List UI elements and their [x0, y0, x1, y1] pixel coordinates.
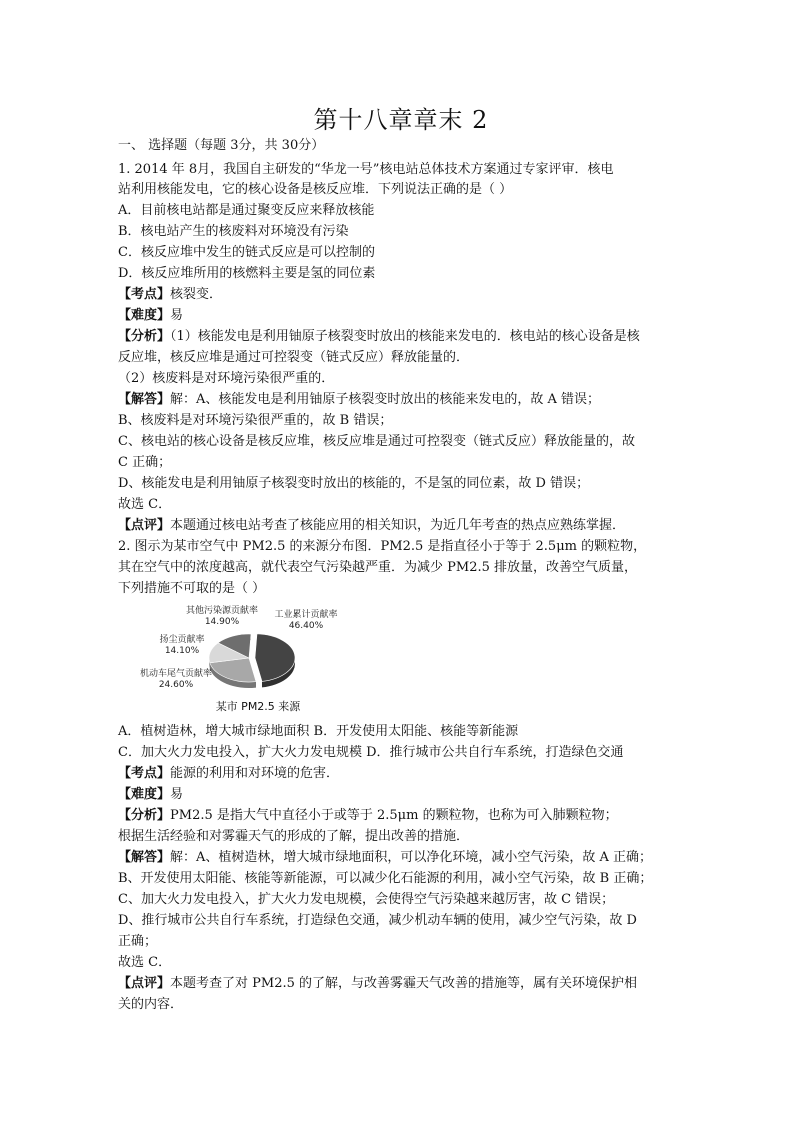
dianping-tag: 【点评】	[118, 518, 171, 533]
q1-jieda-line: C、核电站的核心设备是核反应堆，核反应堆是通过可控裂变（链式反应）释放能量的，故	[118, 434, 635, 449]
fenxi-tag: 【分析】	[118, 808, 171, 823]
kaodian-tag: 【考点】	[118, 287, 171, 302]
dianping-tag: 【点评】	[118, 976, 171, 991]
q2-dianping	[118, 974, 637, 994]
jieda-text: 解：A、核能发电是利用铀原子核裂变时放出的核能来发电的，故 A 错误；	[170, 392, 601, 407]
q2-jieda-line: 故选 C．	[118, 955, 172, 970]
jieda-tag: 【解答】	[118, 392, 171, 407]
q2-fenxi-line: 根据生活经验和对雾霾天气的形成的了解，提出改善的措施．	[118, 829, 470, 844]
fenxi-text: PM2.5 是指大气中直径小于或等于 2.5μm 的颗粒物，也称为可入肺颗粒物；	[170, 808, 618, 823]
jieda-text: 解：A、植树造林，增大城市绿地面积，可以净化环境，减小空气污染，故 A 正确；	[170, 850, 653, 865]
q1-jieda	[118, 390, 600, 410]
pie-value-label: 46.40%	[288, 621, 324, 631]
q2-kaodian	[118, 764, 339, 784]
q2-stem-line: 其在空气中的浓度越高，就代表空气污染越严重．为减少 PM2.5 排放量，改善空气质量，	[118, 560, 637, 575]
q2-nandu	[118, 785, 183, 805]
q1-jieda-line: D、核能发电是利用铀原子核裂变时放出的核能的，不是氢的同位素，故 D 错误；	[118, 476, 590, 491]
chart-title: 某市 PM2.5 来源	[215, 700, 301, 713]
pie-legend-label: 扬尘贡献率	[159, 635, 205, 645]
pie-chart	[118, 600, 378, 716]
q1-fenxi-line: （2）核废料是对环境污染很严重的．	[118, 371, 335, 386]
q2-stem-line: 下列措施不可取的是（ ）	[118, 581, 266, 596]
q1-stem-line: 1. 2014 年 8月，我国自主研发的“华龙一号”核电站总体技术方案通过专家评审．核电	[118, 162, 614, 177]
kaodian-text: 核裂变．	[170, 287, 223, 302]
q1-jieda-line: B、核废料是对环境污染很严重的，故 B 错误；	[118, 413, 393, 428]
document-title: 第十八章章末 2	[313, 106, 489, 134]
q2-stem-line: 2. 图示为某市空气中 PM2.5 的来源分布图．PM2.5 是指直径小于等于 2.5μm 的颗粒物，	[118, 539, 647, 554]
nandu-tag: 【难度】	[118, 787, 171, 802]
q1-option-c: C．核反应堆中发生的链式反应是可以控制的	[118, 245, 375, 260]
dianping-text: 本题通过核电站考查了核能应用的相关知识，为近几年考查的热点应熟练掌握．	[170, 518, 626, 533]
q1-option-a: A．目前核电站都是通过聚变反应来释放核能	[118, 203, 375, 218]
dianping-text: 本题考查了对 PM2.5 的了解，与改善雾霾天气改善的措施等，属有关环境保护相	[170, 976, 638, 991]
q1-jieda-line: C 正确；	[118, 455, 172, 470]
q1-fenxi	[118, 327, 640, 347]
fenxi-tag: 【分析】	[118, 329, 171, 344]
q2-fenxi	[118, 806, 618, 826]
q1-jieda-line: 故选 C．	[118, 497, 172, 512]
pie-value-label: 14.90%	[204, 617, 240, 627]
q2-options-ab: A．植树造林，增大城市绿地面积 B．开发使用太阳能、核能等新能源	[118, 724, 519, 739]
pie-value-label: 24.60%	[158, 680, 194, 690]
nandu-text: 易	[170, 308, 184, 323]
q1-option-b: B．核电站产生的核废料对环境没有污染	[118, 224, 349, 239]
q2-options-cd: C．加大火力发电投入，扩大火力发电规模 D．推行城市公共自行车系统，打造绿色交通	[118, 745, 624, 760]
q1-kaodian	[118, 285, 222, 305]
q2-jieda-line: B、开发使用太阳能、核能等新能源，可以减少化石能源的利用，减小空气污染，故 B 正确；	[118, 871, 653, 886]
q2-jieda	[118, 848, 652, 868]
pie-legend-label: 工业累计贡献率	[274, 610, 338, 620]
pie-value-label: 14.10%	[164, 646, 200, 656]
kaodian-text: 能源的利用和对环境的危害．	[170, 766, 340, 781]
q2-jieda-line: D、推行城市公共自行车系统，打造绿色交通，减少机动车辆的使用，减少空气污染，故 D	[118, 913, 637, 928]
q1-nandu	[118, 306, 183, 326]
q2-jieda-line: 正确；	[118, 934, 158, 949]
jieda-tag: 【解答】	[118, 850, 171, 865]
q1-stem-line: 站利用核能发电，它的核心设备是核反应堆．下列说法正确的是（ ）	[118, 182, 513, 197]
nandu-tag: 【难度】	[118, 308, 171, 323]
nandu-text: 易	[170, 787, 184, 802]
q1-option-d: D．核反应堆所用的核燃料主要是氢的同位素	[118, 266, 376, 281]
kaodian-tag: 【考点】	[118, 766, 171, 781]
q2-jieda-line: C、加大火力发电投入，扩大火力发电规模，会使得空气污染越来越厉害，故 C 错误；	[118, 892, 615, 907]
pie-legend-label: 机动车尾气贡献率	[139, 669, 213, 679]
q1-fenxi-line: 反应堆，核反应堆是通过可控裂变（链式反应）释放能量的．	[118, 350, 470, 365]
section-heading: 一、 选择题（每题 3分，共 30分）	[118, 138, 325, 153]
q1-dianping	[118, 516, 625, 536]
fenxi-text: （1）核能发电是利用铀原子核裂变时放出的核能来发电的．核电站的核心设备是核	[170, 329, 640, 344]
pie-legend-label: 其他污染源贡献率	[185, 606, 259, 616]
q2-dianping-line: 关的内容．	[118, 997, 184, 1012]
